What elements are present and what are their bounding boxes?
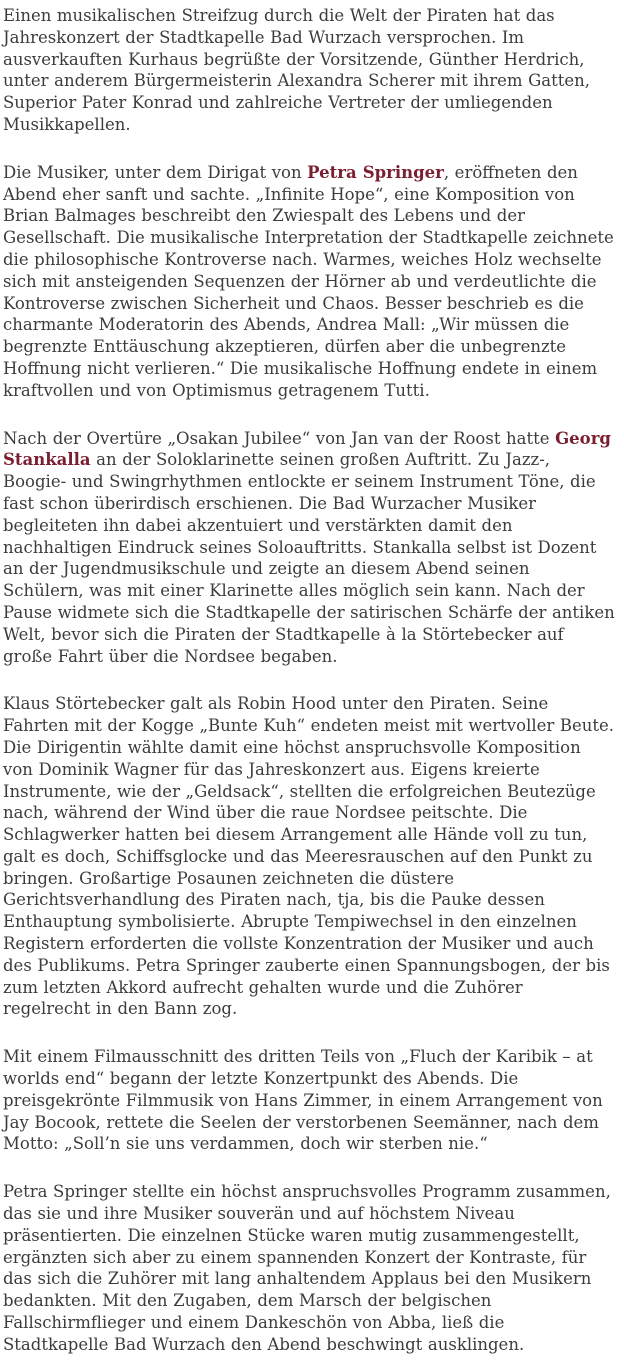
text-run: Petra Springer stellte ein höchst anspruchsvolles Programm zusammen, das sie und ihre Musiker souverän und auf höchstem Niveau präsentierten. Die einzelnen Stücke waren mutig zusammengestellt, ergänzten sich aber zu einem spannenden Konzert der Kontraste, für das sich die Zuhörer mit lang anhaltendem Applaus bei den Musikern bedankten. Mit den Zugaben, dem Marsch der belgischen Fallschirmflieger und einem Dankeschön von Abba, ließ die Stadtkapelle Bad Wurzach den Abend beschwingt ausklingen. — [3, 1182, 611, 1354]
paragraph — [3, 162, 615, 402]
paragraph — [3, 5, 615, 136]
text-run: Mit einem Filmausschnitt des dritten Teils von „Fluch der Karibik – at worlds end“ begann der letzte Konzertpunkt des Abends. Die preisgekrönte Filmmusik von Hans Zimmer, in einem Arrangement von Jay Bocook, rettete die Seelen der verstorbenen Seemänner, nach dem Motto: „Soll’n sie uns verdammen, doch wir sterben nie.“ — [3, 1047, 603, 1154]
person-name-link[interactable]: Petra Springer — [307, 162, 444, 182]
text-run: Klaus Störtebecker galt als Robin Hood unter den Piraten. Seine Fahrten mit der Kogge „Bunte Kuh“ endeten meist mit wertvoller Beute. Die Dirigentin wählte damit eine höchst anspruchsvolle Komposition von Dominik Wagner für das Jahreskonzert aus. Eigens kreierte Instrumente, wie der „Geldsack“, stellten die erfolgreichen Beutezüge nach, während der Wind über die raue Nordsee peitschte. Die Schlagwerker hatten bei diesem Arrangement alle Hände voll zu tun, galt es doch, Schiffsglocke und das Meeresrauschen auf den Punkt zu bringen. Großartige Posaunen zeichneten die düstere Gerichtsverhandlung des Piraten nach, tja, bis die Pauke dessen Enthauptung symbolisierte. Abrupte Tempiwechsel in den einzelnen Registern erforderten die vollste Konzentration der Musiker und auch des Publikums. Petra Springer zauberte einen Spannungsbogen, der bis zum letzten Akkord aufrecht gehalten wurde und die Zuhörer regelrecht in den Bann zog. — [3, 694, 615, 1019]
text-run: an der Soloklarinette seinen großen Auftritt. Zu Jazz-, Boogie- und Swingrhythmen entlockte er seinem Instrument Töne, die fast schon überirdisch erschienen. Die Bad Wurzacher Musiker begleiteten ihn dabei akzentuiert und verstärkten damit den nachhaltigen Eindruck seines Soloauftritts. Stankalla selbst ist Dozent an der Jugendmusikschule und zeigte an diesem Abend seinen Schülern, was mit einer Klarinette alles möglich sein kann. Nach der Pause widmete sich die Stadtkapelle der satirischen Schärfe der antiken Welt, bevor sich die Piraten der Stadtkapelle à la Störtebecker auf große Fahrt über die Nordsee begaben. — [3, 450, 615, 666]
text-run: Nach der Overtüre „Osakan Jubilee“ von Jan van der Roost hatte — [3, 428, 556, 448]
text-run: Einen musikalischen Streifzug durch die Welt der Piraten hat das Jahreskonzert der Stadtkapelle Bad Wurzach versprochen. Im ausverkauften Kurhaus begrüßte der Vorsitzende, Günther Herdrich, unter anderem Bürgermeisterin Alexandra Scherer mit ihrem Gatten, Superior Pater Konrad und zahlreiche Vertreter der umliegenden Musikkapellen. — [3, 6, 591, 134]
text-run: , eröffneten den Abend eher sanft und sachte. „Infinite Hope“, eine Komposition von Brian Balmages beschreibt den Zwiespalt des Lebens und der Gesellschaft. Die musikalische Interpretation der Stadtkapelle zeichnete die philosophische Kontroverse nach. Warmes, weiches Holz wechselte sich mit ansteigenden Sequenzen der Hörner ab und verdeutlichte die Kontroverse zwischen Sicherheit und Chaos. Besser beschrieb es die charmante Moderatorin des Abends, Andrea Mall: „Wir müssen die begrenzte Enttäuschung akzeptieren, dürfen aber die unbegrenzte Hoffnung nicht verlieren.“ Die musikalische Hoffnung endete in einem kraftvollen und von Optimismus getragenem Tutti. — [3, 162, 614, 400]
paragraph — [3, 428, 615, 668]
text-run: Die Musiker, unter dem Dirigat von — [3, 162, 308, 182]
paragraph — [3, 1181, 615, 1355]
person-name-link[interactable]: Georg Stankalla — [3, 428, 611, 470]
paragraph — [3, 1046, 615, 1155]
paragraph — [3, 693, 615, 1020]
